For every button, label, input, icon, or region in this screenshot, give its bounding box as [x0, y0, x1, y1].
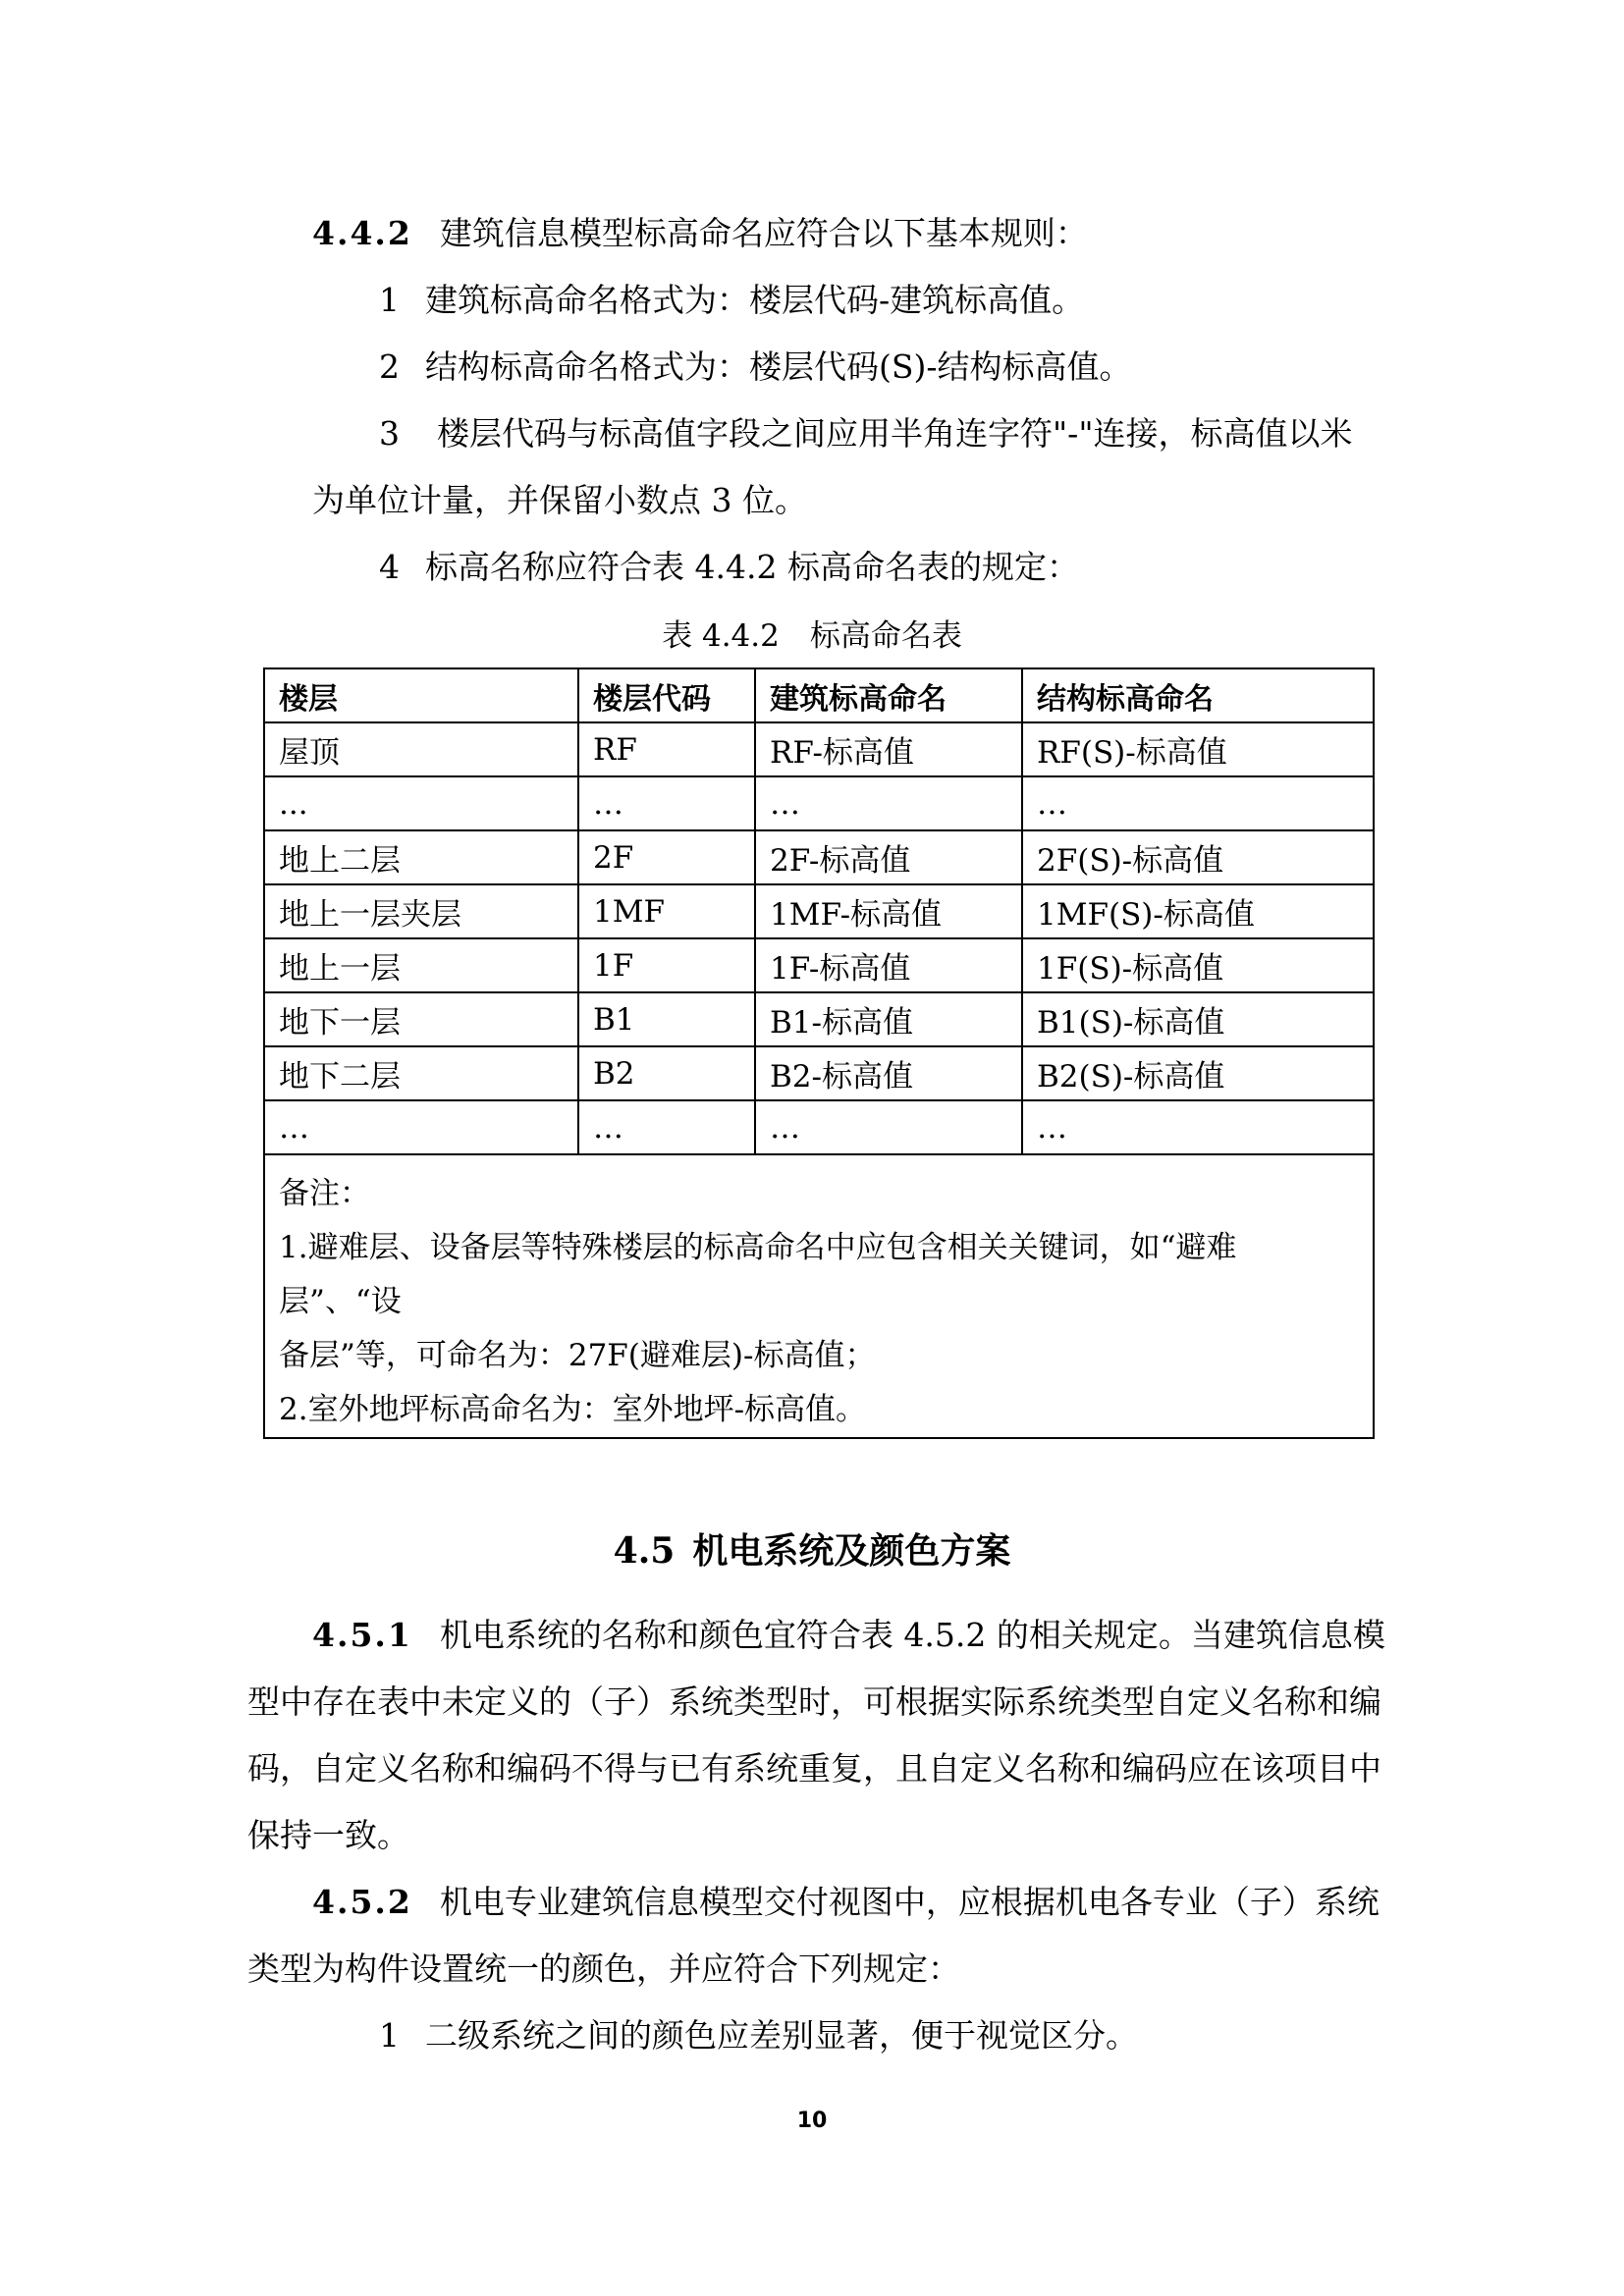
section-heading	[0, 1529, 1624, 1574]
note-line-2: 备层”等，可命名为：27F(避难层)-标高值；	[279, 1338, 876, 1373]
table-cell: RF	[578, 722, 755, 776]
item-number: 1	[379, 281, 400, 319]
table-caption: 表 4.4.2 标高命名表	[662, 618, 962, 654]
item-number: 2	[379, 347, 400, 386]
table-cell: …	[1022, 1100, 1374, 1154]
table-cell: …	[264, 1100, 578, 1154]
table-cell: 屋顶	[264, 722, 578, 776]
note-line-3: 2.室外地坪标高命名为：室外地坪-标高值。	[279, 1392, 867, 1427]
clause-text-continuation: 码，自定义名称和编码不得与已有系统重复，且自定义名称和编码应在该项目中	[247, 1749, 1381, 1788]
item-number: 1	[379, 2016, 400, 2055]
item-number: 4	[379, 548, 400, 586]
table-row	[264, 776, 1374, 830]
table-row	[264, 992, 1374, 1046]
table-row	[264, 884, 1374, 938]
table-cell: …	[755, 1100, 1022, 1154]
item-text-continuation: 为单位计量，并保留小数点 3 位。	[312, 481, 807, 519]
clause-text-continuation: 型中存在表中未定义的（子）系统类型时，可根据实际系统类型自定义名称和编	[247, 1682, 1381, 1721]
clause-4-5-1	[312, 1616, 1385, 1655]
clause-number: 4.5.2	[312, 1883, 412, 1921]
elevation-naming-table	[263, 667, 1375, 1439]
clause-text-continuation: 类型为构件设置统一的颜色，并应符合下列规定：	[247, 1949, 960, 1988]
table-cell: 地上一层夹层	[264, 884, 578, 938]
item-text: 楼层代码与标高值字段之间应用半角连字符"-"连接，标高值以米	[437, 414, 1353, 453]
table-cell: 1MF(S)-标高值	[1022, 884, 1374, 938]
clause-text: 机电系统的名称和颜色宜符合表 4.5.2 的相关规定。当建筑信息模	[439, 1616, 1385, 1654]
table-cell: 1F-标高值	[755, 938, 1022, 992]
table-cell: ...	[264, 776, 578, 830]
list-item	[379, 414, 1353, 454]
header-struct-elevation-name: 结构标高命名	[1022, 668, 1374, 722]
header-floor-code: 楼层代码	[578, 668, 755, 722]
table-row	[264, 1100, 1374, 1154]
table-cell: …	[1022, 776, 1374, 830]
clause-4-5-2	[312, 1883, 1380, 1922]
table-notes	[264, 1154, 1374, 1438]
table-cell: 地下二层	[264, 1046, 578, 1100]
table-cell: RF-标高值	[755, 722, 1022, 776]
list-item	[379, 2016, 1138, 2056]
table-cell: RF(S)-标高值	[1022, 722, 1374, 776]
table-cell: B2	[578, 1046, 755, 1100]
clause-4-4-2	[312, 214, 1088, 253]
clause-text: 建筑信息模型标高命名应符合以下基本规则：	[439, 214, 1088, 252]
table-cell: B1(S)-标高值	[1022, 992, 1374, 1046]
table-cell: B2-标高值	[755, 1046, 1022, 1100]
table-row	[264, 722, 1374, 776]
table-cell: 2F(S)-标高值	[1022, 830, 1374, 884]
header-floor: 楼层	[264, 668, 578, 722]
item-text: 建筑标高命名格式为：楼层代码-建筑标高值。	[425, 281, 1085, 319]
list-item	[379, 347, 1132, 387]
table-cell: 1MF	[578, 884, 755, 938]
table-notes-row	[264, 1154, 1374, 1438]
item-number: 3	[379, 414, 400, 453]
table-cell: 地上二层	[264, 830, 578, 884]
table-cell: 2F	[578, 830, 755, 884]
item-text: 结构标高命名格式为：楼层代码(S)-结构标高值。	[425, 347, 1132, 386]
table-cell: …	[578, 1100, 755, 1154]
table-cell: 地下一层	[264, 992, 578, 1046]
item-text: 二级系统之间的颜色应差别显著，便于视觉区分。	[425, 2016, 1138, 2055]
header-arch-elevation-name: 建筑标高命名	[755, 668, 1022, 722]
table-cell: B2(S)-标高值	[1022, 1046, 1374, 1100]
clause-number: 4.4.2	[312, 214, 412, 252]
section-title: 机电系统及颜色方案	[692, 1531, 1011, 1572]
note-line-1: 1.避难层、设备层等特殊楼层的标高命名中应包含相关关键词，如“避难层”、“设	[279, 1230, 1237, 1319]
table-cell: 2F-标高值	[755, 830, 1022, 884]
clause-text: 机电专业建筑信息模型交付视图中，应根据机电各专业（子）系统	[439, 1883, 1380, 1921]
table-cell: …	[755, 776, 1022, 830]
page-number: 10	[796, 2109, 828, 2133]
table-cell: 1MF-标高值	[755, 884, 1022, 938]
list-item	[379, 281, 1084, 320]
notes-title: 备注：	[279, 1176, 370, 1211]
clause-number: 4.5.1	[312, 1616, 412, 1654]
table-row	[264, 830, 1374, 884]
table-cell: B1	[578, 992, 755, 1046]
list-item	[379, 548, 1079, 587]
table-cell: 1F(S)-标高值	[1022, 938, 1374, 992]
item-text: 标高名称应符合表 4.4.2 标高命名表的规定：	[425, 548, 1079, 586]
table-cell: 地上一层	[264, 938, 578, 992]
table-cell: 1F	[578, 938, 755, 992]
section-number: 4.5	[613, 1530, 676, 1572]
table-header-row	[264, 668, 1374, 722]
table-row	[264, 1046, 1374, 1100]
clause-text-continuation: 保持一致。	[247, 1816, 409, 1854]
table-cell: B1-标高值	[755, 992, 1022, 1046]
table-cell: …	[578, 776, 755, 830]
table-row	[264, 938, 1374, 992]
